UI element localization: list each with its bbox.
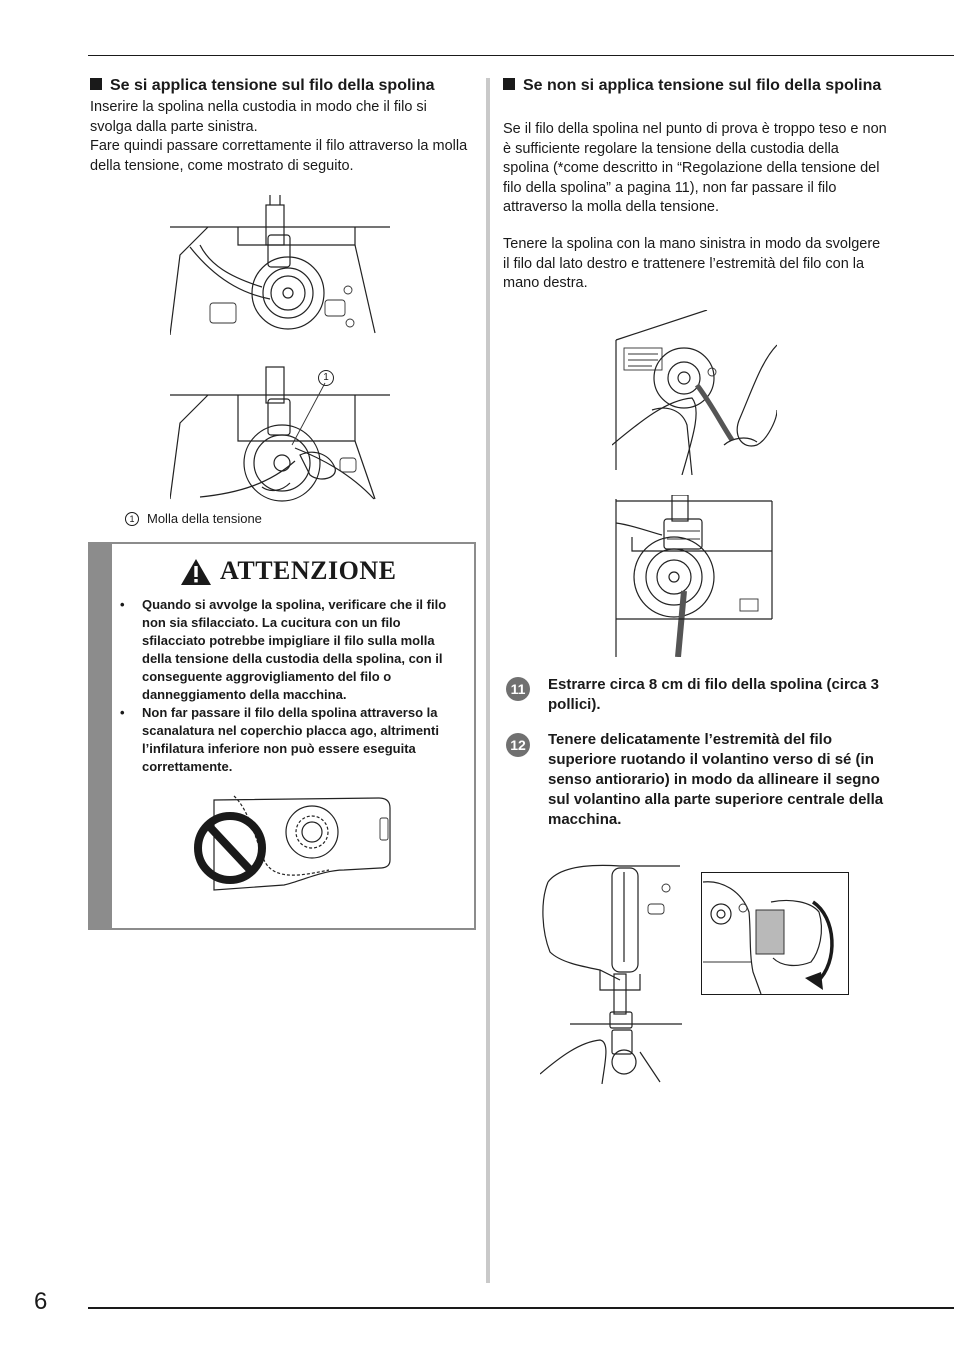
square-bullet-icon [90,78,102,90]
warning-title: ATTENZIONE [220,556,397,585]
caption-number: 1 [125,512,139,526]
bottom-rule [88,1307,954,1309]
figure-caption [125,511,262,526]
warning-box [88,542,476,930]
warning-item: • Non far passare il filo della spolina attraverso la scanalatura nel coperchio placca ago, altrimenti l’infilatura inferiore non può essere eseguita correttamente. [120,704,460,776]
machine-head-illustration [540,862,685,1084]
caption-text: Molla della tensione [147,511,262,526]
hold-bobbin-illustration [612,310,777,475]
step-text-11: Estrarre circa 8 cm di filo della spolina (circa 3 pollici). [548,676,879,713]
left-section-heading [90,75,490,97]
square-bullet-icon [503,78,515,90]
step-text-12: Tenere delicatamente l’estremità del filo superiore ruotando il volantino verso di sé (in senso antiorario) in modo da allineare il segno sul volantino alla parte superiore centrale della macchina. [548,731,884,828]
needle-plate-cover-illustration [194,790,394,910]
left-heading-text: Se si applica tensione sul filo della spolina [110,77,435,94]
callout-1: 1 [318,370,334,386]
warning-list [120,596,460,776]
right-paragraph-2: Tenere la spolina con la mano sinistra in modo da svolgere il filo dal lato destro e trattenere l’estremità del filo con la mano destra. [503,236,881,291]
warning-side-strip [90,544,112,928]
bobbin-insert-illustration [170,195,392,335]
left-paragraph-2: Fare quindi passare correttamente il filo attraverso la molla della tensione, come mostrato di seguito. [90,138,468,174]
right-heading-text: Se non si applica tensione sul filo della spolina [523,77,882,94]
right-paragraph-1: Se il filo della spolina nel punto di prova è troppo teso e non è sufficiente regolare la tensione della custodia della spolina (*come descritto in “Regolazione della tensione del filo della spolina” a pagina 11), non far passare il filo attraverso la molla della tensione. [503,121,887,215]
column-divider [486,78,490,1283]
tension-spring-illustration [170,363,392,503]
top-rule [88,55,954,56]
bobbin-thread-down-illustration [612,495,777,657]
warning-item: • Quando si avvolge la spolina, verificare che il filo non sia sfilacciato. La cucitura con un filo sfilacciato potrebbe impigliare il filo sulla molla della tensione della custodia della spolina, con il conseguente aggrovigliamento del filo o danneggiamento della macchina. [120,596,460,704]
step-badge-11: 11 [506,677,530,701]
left-paragraph-1: Inserire la spolina nella custodia in modo che il filo si svolga dalla parte sinistra. [90,99,427,135]
step-badge-12: 12 [506,733,530,757]
warning-triangle-icon [180,558,212,586]
right-section-heading [503,75,903,97]
handwheel-illustration [701,872,849,995]
page-number: 6 [34,1288,48,1315]
